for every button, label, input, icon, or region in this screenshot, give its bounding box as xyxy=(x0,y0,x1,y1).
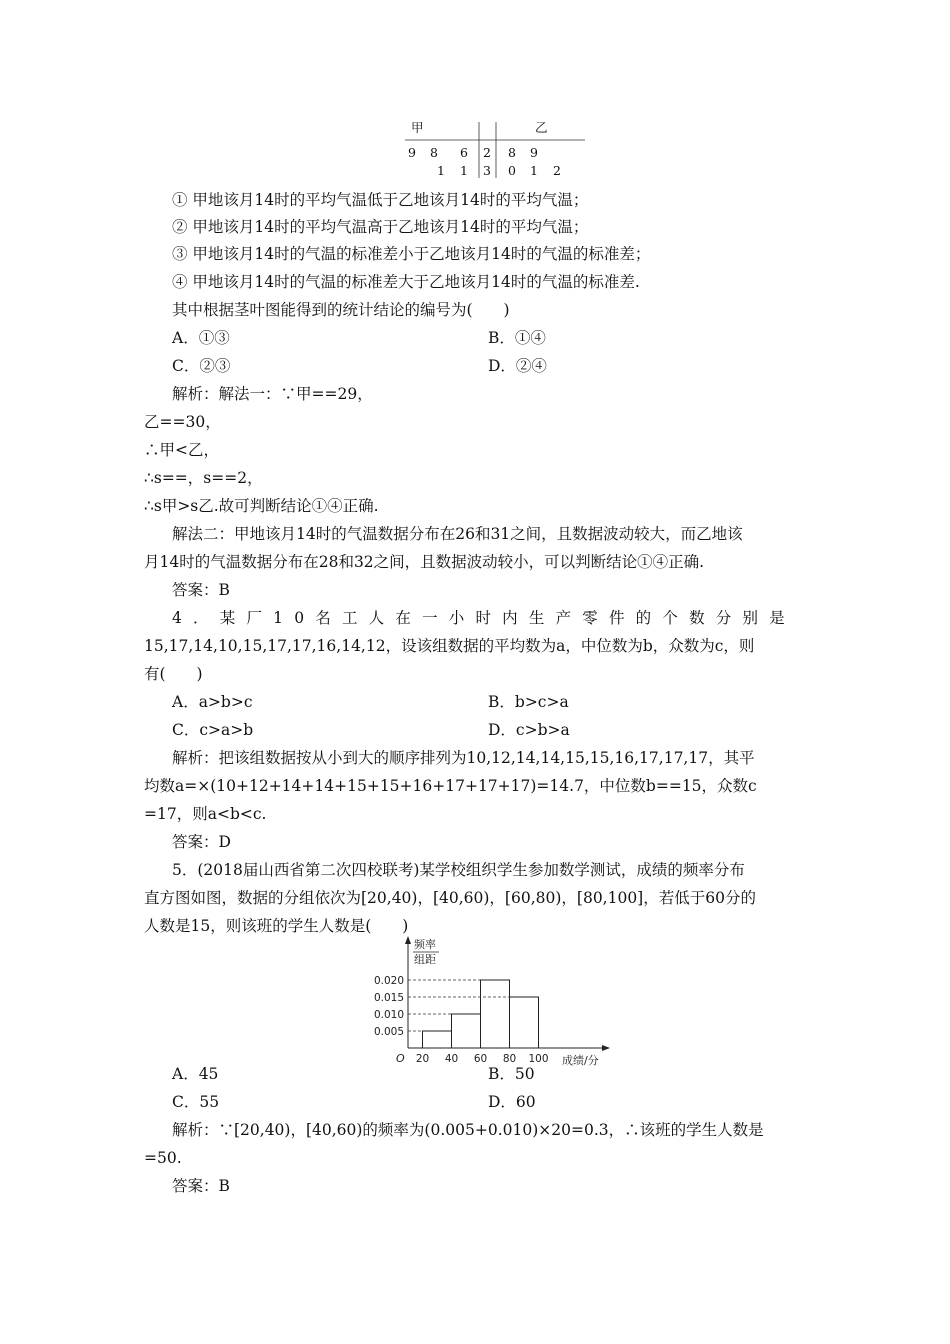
origin-label: O xyxy=(396,1052,405,1065)
x-tick-label: 20 xyxy=(415,1053,430,1065)
q5-option-b: B．50 xyxy=(488,1065,535,1083)
stem-leaf-cell: 8 xyxy=(430,145,438,160)
statement-1: ① 甲地该月14时的平均气温低于乙地该月14时的平均气温； xyxy=(172,191,589,209)
q4-answer: 答案：D xyxy=(172,833,231,851)
statement-4: ④ 甲地该月14时的气温的标准差大于乙地该月14时的气温的标准差. xyxy=(172,273,640,291)
q5-answer: 答案：B xyxy=(172,1177,230,1195)
q3-method2-line1: 解法二：甲地该月14时的气温数据分布在26和31之间，且数据波动较大，而乙地该 xyxy=(172,525,743,543)
q3-method2-line2: 月14时的气温数据分布在28和32之间，且数据波动较小，可以判断结论①④正确. xyxy=(144,553,705,571)
stem-leaf-cell: 9 xyxy=(408,145,416,160)
stem-leaf-cell: 8 xyxy=(508,145,516,160)
q3-option-a: A．①③ xyxy=(172,329,230,347)
y-tick-label: 0.005 xyxy=(373,1026,404,1038)
q4-question-line2: 15,17,14,10,15,17,17,16,14,12，设该组数据的平均数为a，中位数为b，众数为c，则 xyxy=(144,637,755,655)
histogram-bar xyxy=(510,997,539,1048)
x-axis-label: 成绩/分 xyxy=(562,1054,599,1067)
q3-answer: 答案：B xyxy=(172,581,230,599)
stem-leaf-cell: 1 xyxy=(437,163,445,178)
y-axis-arrow xyxy=(405,936,411,944)
q5-option-a: A．45 xyxy=(172,1065,219,1083)
histogram-bar xyxy=(481,980,510,1048)
stem-leaf-cell: 0 xyxy=(508,163,516,178)
stem-left-header: 甲 xyxy=(411,120,424,135)
stem-cell: 2 xyxy=(483,145,491,160)
q3-solution-line: 乙==30， xyxy=(144,413,221,431)
q3-option-c: C．②③ xyxy=(172,357,231,375)
stem-leaf-cell: 2 xyxy=(553,163,561,178)
q4-solution-line1: 解析：把该组数据按从小到大的顺序排列为10,12,14,14,15,15,16,17,17,17，其平 xyxy=(172,749,755,767)
q5-question-line2: 直方图如图，数据的分组依次为[20,40)，[40,60)，[60,80)，[80,100]，若低于60分的 xyxy=(144,889,756,907)
q5-question-line3: 人数是15，则该班的学生人数是( ) xyxy=(144,917,409,935)
q4-option-a: A．a>b>c xyxy=(172,693,253,711)
histogram-bar xyxy=(423,1031,452,1048)
stem-leaf-cell: 6 xyxy=(460,145,468,160)
frequency-histogram xyxy=(368,936,618,1067)
q3-option-d: D．②④ xyxy=(488,357,547,375)
histogram-bar xyxy=(452,1014,481,1048)
y-tick-label: 0.020 xyxy=(373,975,404,987)
q5-solution-line1: 解析：∵[20,40)，[40,60)的频率为(0.005+0.010)×20=0.3，∴该班的学生人数是 xyxy=(172,1121,764,1139)
y-label-bottom: 组距 xyxy=(414,953,436,966)
stem-leaf-plot xyxy=(405,118,585,180)
q4-question-line3: 有( ) xyxy=(144,665,203,683)
q3-solution-line: 解析：解法一：∵甲==29， xyxy=(172,385,373,403)
y-label-top: 频率 xyxy=(414,938,436,951)
y-tick-label: 0.015 xyxy=(373,992,404,1004)
q4-solution-line2: 均数a=×(10+12+14+14+15+15+16+17+17+17)=14.7，中位数b==15，众数c xyxy=(144,777,757,795)
x-tick-label: 40 xyxy=(444,1053,459,1065)
q5-question-line1: 5．(2018届山西省第二次四校联考)某学校组织学生参加数学测试，成绩的频率分布 xyxy=(172,861,745,879)
q3-option-b: B．①④ xyxy=(488,329,546,347)
stem-leaf-cell: 9 xyxy=(530,145,538,160)
x-tick-label: 60 xyxy=(473,1053,488,1065)
q3-solution-line: ∴s甲>s乙.故可判断结论①④正确. xyxy=(144,497,379,515)
q5-option-c: C．55 xyxy=(172,1093,220,1111)
statement-2: ② 甲地该月14时的平均气温高于乙地该月14时的平均气温； xyxy=(172,218,589,236)
q5-option-d: D．60 xyxy=(488,1093,536,1111)
q3-solution-line: ∴甲<乙， xyxy=(144,441,219,459)
statement-3: ③ 甲地该月14时的气温的标准差小于乙地该月14时的气温的标准差； xyxy=(172,245,651,263)
stem-right-header: 乙 xyxy=(535,120,548,135)
x-tick-label: 100 xyxy=(528,1053,549,1065)
y-tick-label: 0.010 xyxy=(373,1009,404,1021)
q3-solution-line: ∴s==，s==2， xyxy=(144,469,263,487)
stem-leaf-lines xyxy=(405,118,585,180)
q4-question-line1: 4．某厂10名工人在一小时内生产零件的个数分别是 xyxy=(172,609,796,627)
q3-question: 其中根据茎叶图能得到的统计结论的编号为( ) xyxy=(172,301,510,319)
q4-solution-line3: =17，则a<b<c. xyxy=(144,805,267,823)
stem-cell: 3 xyxy=(483,163,491,178)
x-axis-arrow xyxy=(602,1045,610,1051)
q5-solution-line2: =50. xyxy=(144,1149,182,1167)
q4-option-c: C．c>a>b xyxy=(172,721,254,739)
stem-leaf-cell: 1 xyxy=(460,163,468,178)
q4-option-b: B．b>c>a xyxy=(488,693,569,711)
stem-leaf-cell: 1 xyxy=(530,163,538,178)
q4-option-d: D．c>b>a xyxy=(488,721,570,739)
x-tick-label: 80 xyxy=(502,1053,517,1065)
